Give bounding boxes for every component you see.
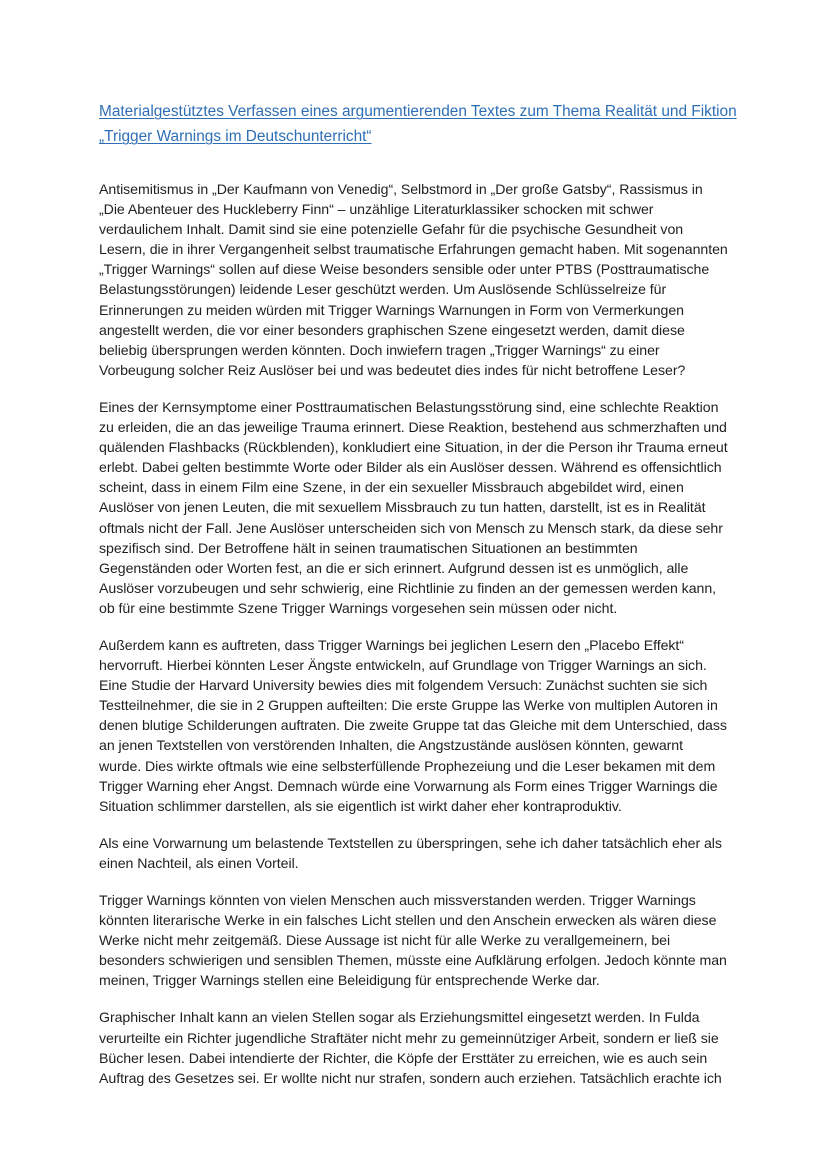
text-line: erlebt. Dabei gelten bestimmte Worte oder Bilder als ein Auslöser dessen. Während es offensichtlich xyxy=(99,459,722,476)
text-line: „Trigger Warnings“ sollen auf diese Weise besonders sensible oder unter PTBS (Posttraumatische xyxy=(99,261,710,278)
text-line: wurde. Dies wirkte oftmals wie eine selbsterfüllende Prophezeiung und die Leser bekamen mit dem xyxy=(99,757,716,774)
text-line: Auslöser von jenen Leuten, die mit sexuellem Missbrauch zu tun hatten, darstellt, ist es in Realität xyxy=(99,499,706,516)
text-line: Auftrag des Gesetzes sei. Er wollte nicht nur strafen, sondern auch erziehen. Tatsächlich erachte ich xyxy=(99,1069,722,1086)
text-line: besonders schwierigen und sensiblen Themen, müsste eine Aufklärung erfolgen. Jedoch könnte man xyxy=(99,952,727,969)
text-line: denen blutige Schilderungen auftraten. Die zweite Gruppe tat das Gleiche mit dem Unterschied, dass xyxy=(99,717,727,734)
text-line: Graphischer Inhalt kann an vielen Stellen sogar als Erziehungsmittel eingesetzt werden. In Fulda xyxy=(99,1009,700,1026)
text-line: Antisemitismus in „Der Kaufmann von Venedig“, Selbstmord in „Der große Gatsby“, Rassismus in xyxy=(99,181,703,197)
text-line: meinen, Trigger Warnings stellen eine Beleidigung für entsprechende Werke dar. xyxy=(99,972,600,989)
text-line: Vorbeugung solcher Reiz Auslöser bei und was bedeutet dies indes für nicht betroffene Leser? xyxy=(99,361,686,378)
text-line: ob für eine bestimmte Szene Trigger Warnings vorgesehen sein müssen oder nicht. xyxy=(99,599,618,616)
text-line: angestellt werden, die vor einer besonders graphischen Szene eingesetzt werden, damit diese xyxy=(99,321,685,338)
text-line: zu erleiden, die an das jeweilige Trauma erinnert. Diese Reaktion, bestehend aus schmerzhaften und xyxy=(99,419,727,436)
paragraph-introduction xyxy=(99,179,739,380)
text-line: an jenen Textstellen von verstörenden Inhalten, die Angstzustände auslösen könnten, gewarnt xyxy=(99,737,684,754)
paragraph-ptbs xyxy=(99,397,739,618)
text-line: Außerdem kann es auftreten, dass Trigger Warnings bei jeglichen Lesern den „Placebo Effekt“ xyxy=(99,636,684,653)
text-line: Trigger Warning eher Angst. Demnach würde eine Vorwarnung als Form eines Trigger Warnings die xyxy=(99,777,718,794)
paragraph-conclusion xyxy=(99,833,739,873)
text-line: Gegenständen oder Worten fest, an die er sich erinnert. Aufgrund dessen ist es unmöglich, alle xyxy=(99,559,689,576)
text-line: Als eine Vorwarnung um belastende Textstellen zu überspringen, sehe ich daher tatsächlich eher als xyxy=(99,834,722,851)
text-line: scheint, dass in einem Film eine Szene, in der ein sexueller Missbrauch abgebildet wird, einen xyxy=(99,479,684,496)
text-line: beliebig übersprungen werden könnten. Doch inwiefern tragen „Trigger Warnings“ zu einer xyxy=(99,341,660,358)
text-line: Erinnerungen zu meiden würden mit Trigger Warnings Warnungen in Form von Vermerkungen xyxy=(99,301,684,318)
text-line: „Die Abenteuer des Huckleberry Finn“ – unzählige Literaturklassiker schocken mit schwer xyxy=(99,201,654,218)
text-line: Werke nicht mehr zeitgemäß. Diese Aussage ist nicht für alle Werke zu verallgemeinern, bei xyxy=(99,932,671,949)
text-line: Situation schlimmer darstellen, als sie eigentlich ist wirkt daher eher kontraproduktiv. xyxy=(99,797,622,814)
text-line: Bücher lesen. Dabei intendierte der Richter, die Köpfe der Ersttäter zu erreichen, wie es auch sein xyxy=(99,1049,708,1066)
text-line: Testteilnehmer, die sie in 2 Gruppen aufteilten: Die erste Gruppe las Werke von multiplen Autoren in xyxy=(99,697,718,714)
text-line: Auslöser vorzubeugen und sehr schwierig, eine Richtlinie zu finden an der gemessen werden kann, xyxy=(99,579,717,596)
text-line: Lesern, die in ihrer Vergangenheit selbst traumatische Erfahrungen gemacht haben. Mit sogenannten xyxy=(99,241,728,258)
paragraph-education xyxy=(99,1007,739,1087)
text-line: spezifisch sind. Der Betroffene hält in seinen traumatischen Situationen an bestimmten xyxy=(99,539,638,556)
text-line: Eine Studie der Harvard University bewies dies mit folgendem Versuch: Zunächst suchten sie sich xyxy=(99,677,708,694)
text-line: hervorruft. Hierbei könnten Leser Ängste entwickeln, auf Grundlage von Trigger Warnings an sich. xyxy=(99,657,707,674)
text-line: quälenden Flashbacks (Rückblenden), konkludiert eine Situation, in der die Person ihr Trauma erneut xyxy=(99,439,728,456)
paragraph-placebo xyxy=(99,635,739,816)
title-line-2: „Trigger Warnings im Deutschunterricht“ xyxy=(99,128,372,145)
body-text xyxy=(99,179,739,1105)
text-line: Eines der Kernsymptome einer Posttraumatischen Belastungsstörung sind, eine schlechte Reaktion xyxy=(99,398,719,415)
text-line: oftmals nicht der Fall. Jene Auslöser unterscheiden sich von Mensch zu Mensch stark, da diese sehr xyxy=(99,519,723,536)
text-line: einen Nachteil, als einen Vorteil. xyxy=(99,854,299,871)
text-line: verdaulichem Inhalt. Damit sind sie eine potenzielle Gefahr für die psychische Gesundheit von xyxy=(99,221,684,238)
paragraph-misunderstanding xyxy=(99,890,739,990)
text-line: verurteilte ein Richter jugendliche Straftäter nicht mehr zu gemeinnütziger Arbeit, sondern er ließ sie xyxy=(99,1029,719,1046)
text-line: Trigger Warnings könnten von vielen Menschen auch missverstanden werden. Trigger Warnings xyxy=(99,892,696,908)
title-line-1: Materialgestütztes Verfassen eines argumentierenden Textes zum Thema Realität und Fiktion xyxy=(99,103,737,120)
document-title xyxy=(99,99,739,149)
text-line: könnten literarische Werke in ein falsches Licht stellen und den Anschein erwecken als wären diese xyxy=(99,912,717,929)
text-line: Belastungsstörungen) leidende Leser geschützt werden. Um Auslösende Schlüsselreize für xyxy=(99,281,667,298)
